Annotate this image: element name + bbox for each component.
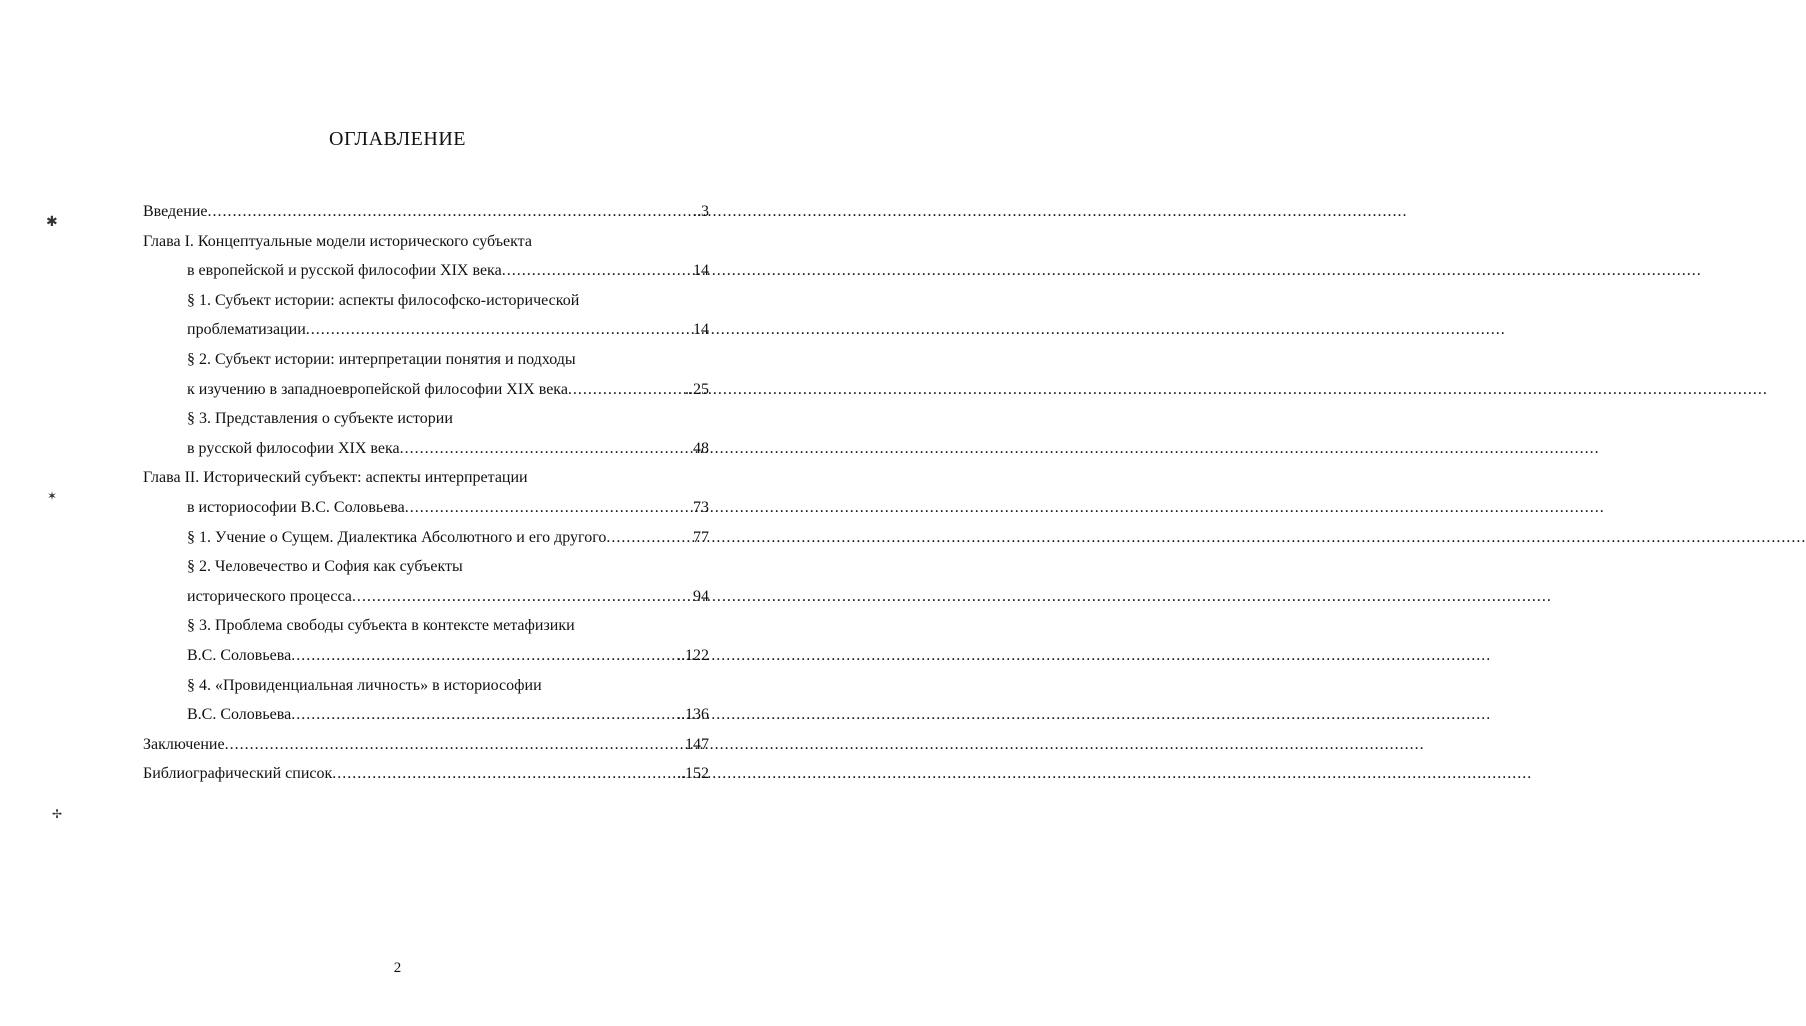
table-of-contents [143,197,709,789]
toc-label: В.С. Соловьева [187,706,292,724]
toc-label: § 2. Человечество и София как субъекты [187,558,463,576]
toc-page: ..152 [677,765,709,783]
toc-page: 48 [693,439,709,457]
toc-section-1-3-title [143,404,709,434]
scan-artifact-speck: ✢ [52,807,63,821]
toc-page: ..136 [677,706,709,724]
toc-section-1-1-title [143,286,709,316]
dot-leader [332,759,676,789]
toc-label: в европейской и русской философии XIX века [187,262,502,280]
toc-section-1-2-continuation [143,375,709,405]
scan-artifact-speck: ✱ [46,214,58,230]
toc-label: § 3. Представления о субъекте истории [187,410,453,428]
toc-entry-bibliography [143,759,709,789]
dot-leader [606,523,692,553]
dot-leader [306,315,692,345]
toc-section-2-4-title [143,671,709,701]
toc-section-2-2-continuation [143,582,709,612]
scan-artifact-speck: ✶ [47,489,58,503]
dot-leader [225,730,684,760]
dot-leader [400,434,692,464]
dot-leader [352,582,692,612]
toc-section-2-4-continuation [143,700,709,730]
toc-page: 94 [693,587,709,605]
toc-section-1-3-continuation [143,434,709,464]
toc-chapter-1-title [143,227,709,257]
toc-label: к изучению в западноевропейской философии XIX века [187,380,568,398]
toc-label: Глава II. Исторический субъект: аспекты интерпретации [143,469,528,487]
toc-label: § 4. «Провиденциальная личность» в историософии [187,676,542,694]
toc-label: Глава I. Концептуальные модели исторического субъекта [143,232,532,250]
toc-label: проблематизации [187,321,306,339]
toc-label: § 2. Субъект истории: интерпретации понятия и подходы [187,350,576,368]
toc-label: § 1. Учение о Сущем. Диалектика Абсолютного и его другого [187,528,607,546]
dot-leader [568,375,684,405]
toc-page: 147 [685,735,709,753]
page-title: ОГЛАВЛЕНИЕ [329,128,466,150]
toc-section-2-3-title [143,611,709,641]
dot-leader [405,493,692,523]
toc-label: В.С. Соловьева [187,646,292,664]
toc-page: 73 [693,498,709,516]
toc-section-1-2-title [143,345,709,375]
toc-label: Заключение [143,735,225,753]
toc-page: ..122 [677,646,709,664]
toc-chapter-1-continuation [143,256,709,286]
toc-entry-intro [143,197,709,227]
toc-entry-conclusion [143,730,709,760]
toc-label: § 3. Проблема свободы субъекта в контексте метафизики [187,617,575,635]
toc-label: в историософии В.С. Соловьева [187,498,405,516]
dot-leader [291,700,676,730]
toc-page: ..3 [693,203,709,220]
dot-leader [208,197,693,227]
toc-page: 14 [693,321,709,339]
toc-section-2-1 [143,523,709,553]
toc-section-2-3-continuation [143,641,709,671]
page-number: 2 [393,960,402,976]
toc-section-1-1-continuation [143,315,709,345]
toc-page: ..25 [685,380,709,398]
dot-leader [291,641,676,671]
toc-page: 14 [693,262,709,280]
toc-label: Введение [143,203,208,220]
toc-label: § 1. Субъект истории: аспекты философско-исторической [187,291,580,309]
toc-page: 77 [693,528,709,546]
dot-leader [502,256,692,286]
toc-section-2-2-title [143,552,709,582]
toc-chapter-2-continuation [143,493,709,523]
toc-label: исторического процесса [187,587,352,605]
toc-label: в русской философии XIX века [187,439,400,457]
toc-label: Библиографический список [143,765,333,783]
toc-chapter-2-title [143,463,709,493]
